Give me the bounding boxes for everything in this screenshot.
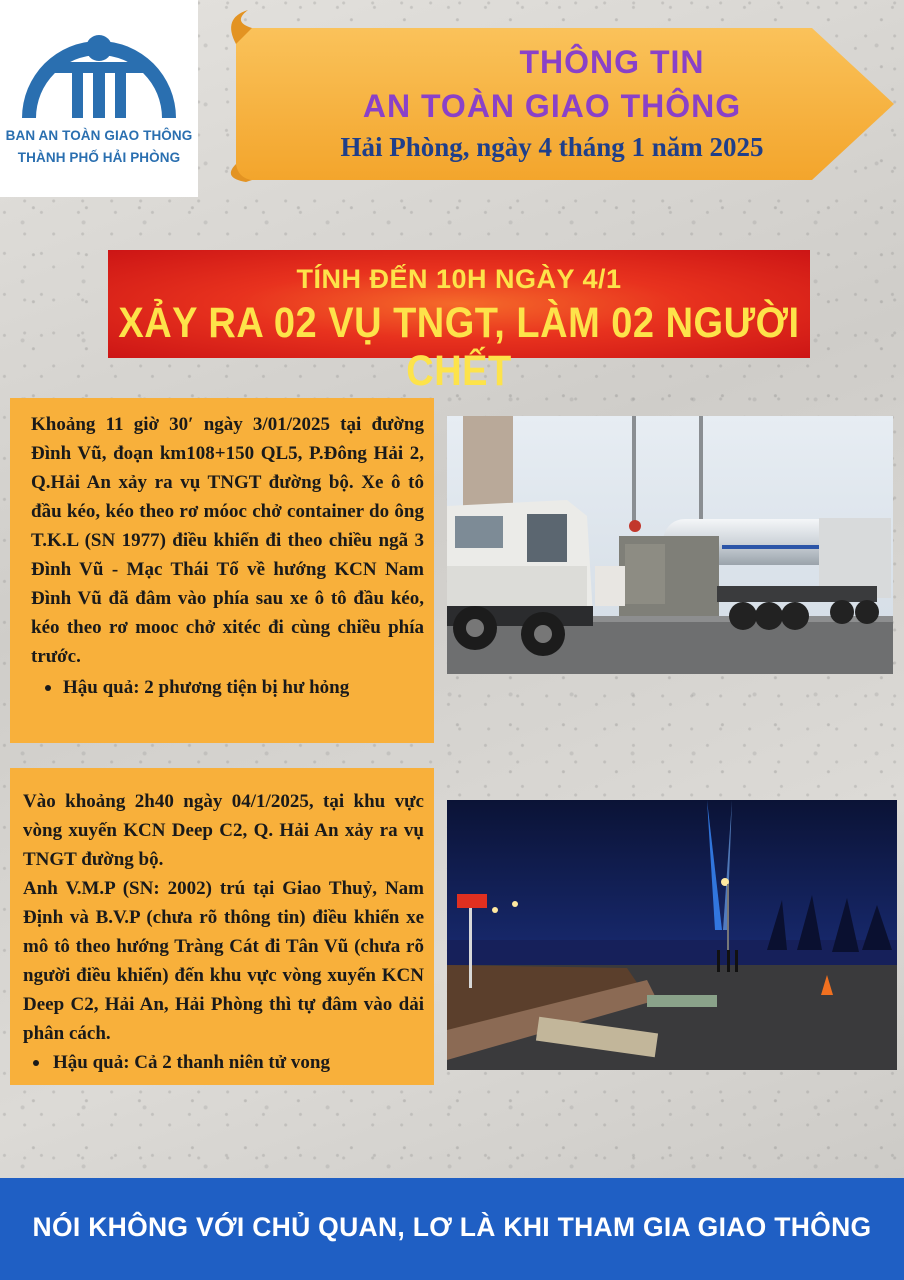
- footer-bar: [0, 1178, 904, 1280]
- incident-1-description: Khoảng 11 giờ 30′ ngày 3/01/2025 tại đường Đình Vũ, đoạn km108+150 QL5, P.Đông Hải 2, Q.Hải An xảy ra vụ TNGT đường bộ. Xe ô tô đầu kéo, kéo theo rơ móoc chở container do ông T.K.L (SN 1977) điều khiển đi theo chiều ngã 3 Đình Vũ - Mạc Thái Tổ về hướng KCN Nam Đình Vũ đã đâm vào phía sau xe ô tô đầu kéo, kéo theo rơ mooc chở xitéc đi cùng chiều phía trước.: [31, 414, 424, 667]
- incident-2-description-line1: Vào khoảng 2h40 ngày 04/1/2025, tại khu vực vòng xuyến KCN Deep C2, Q. Hải An xảy ra vụ TNGT đường bộ.: [23, 791, 424, 870]
- incident-1-consequence: Hậu quả: 2 phương tiện bị hư hỏng: [31, 673, 424, 702]
- banner-title-line2: AN TOÀN GIAO THÔNG: [362, 88, 742, 124]
- headline-box: [108, 250, 810, 396]
- title-banner: [222, 8, 898, 184]
- traffic-safety-emblem-icon: [14, 26, 184, 126]
- organization-logo: [0, 0, 198, 197]
- incident-2-box: [10, 768, 434, 1085]
- night-roundabout-accident-photo: [447, 800, 897, 1070]
- incident-2-description-line2: Anh V.M.P (SN: 2002) trú tại Giao Thuỷ, Nam Định và B.V.P (chưa rõ thông tin) điều khiển xe mô tô theo hướng Tràng Cát đi Tân Vũ (chưa rõ người điều khiển) đến khu vực vòng xuyến KCN Deep C2, Hải An, Hải Phòng thì tự đâm vào dải phân cách.: [23, 878, 424, 1044]
- footer-slogan: NÓI KHÔNG VỚI CHỦ QUAN, LƠ LÀ KHI THAM GIA GIAO THÔNG: [32, 1212, 872, 1242]
- banner-date: Hải Phòng, ngày 4 tháng 1 năm 2025: [340, 132, 764, 162]
- logo-org-name-line1: BAN AN TOÀN GIAO THÔNG: [5, 128, 193, 143]
- incident-2-consequence: Hậu quả: Cả 2 thanh niên tử vong: [23, 1048, 424, 1077]
- logo-org-name-line2: THÀNH PHỐ HẢI PHÒNG: [17, 150, 181, 165]
- incident-2-consequence-list: [23, 1048, 424, 1077]
- banner-title-line1: THÔNG TIN: [519, 44, 705, 80]
- headline-title: XẢY RA 02 VỤ TNGT, LÀM 02 NGƯỜI CHẾT: [118, 300, 800, 396]
- incident-1-box: [10, 398, 434, 743]
- headline-subtitle: TÍNH ĐẾN 10H NGÀY 4/1: [296, 264, 622, 294]
- incident-1-consequence-list: [31, 673, 424, 702]
- tractor-trailer-collision-photo: [447, 416, 893, 674]
